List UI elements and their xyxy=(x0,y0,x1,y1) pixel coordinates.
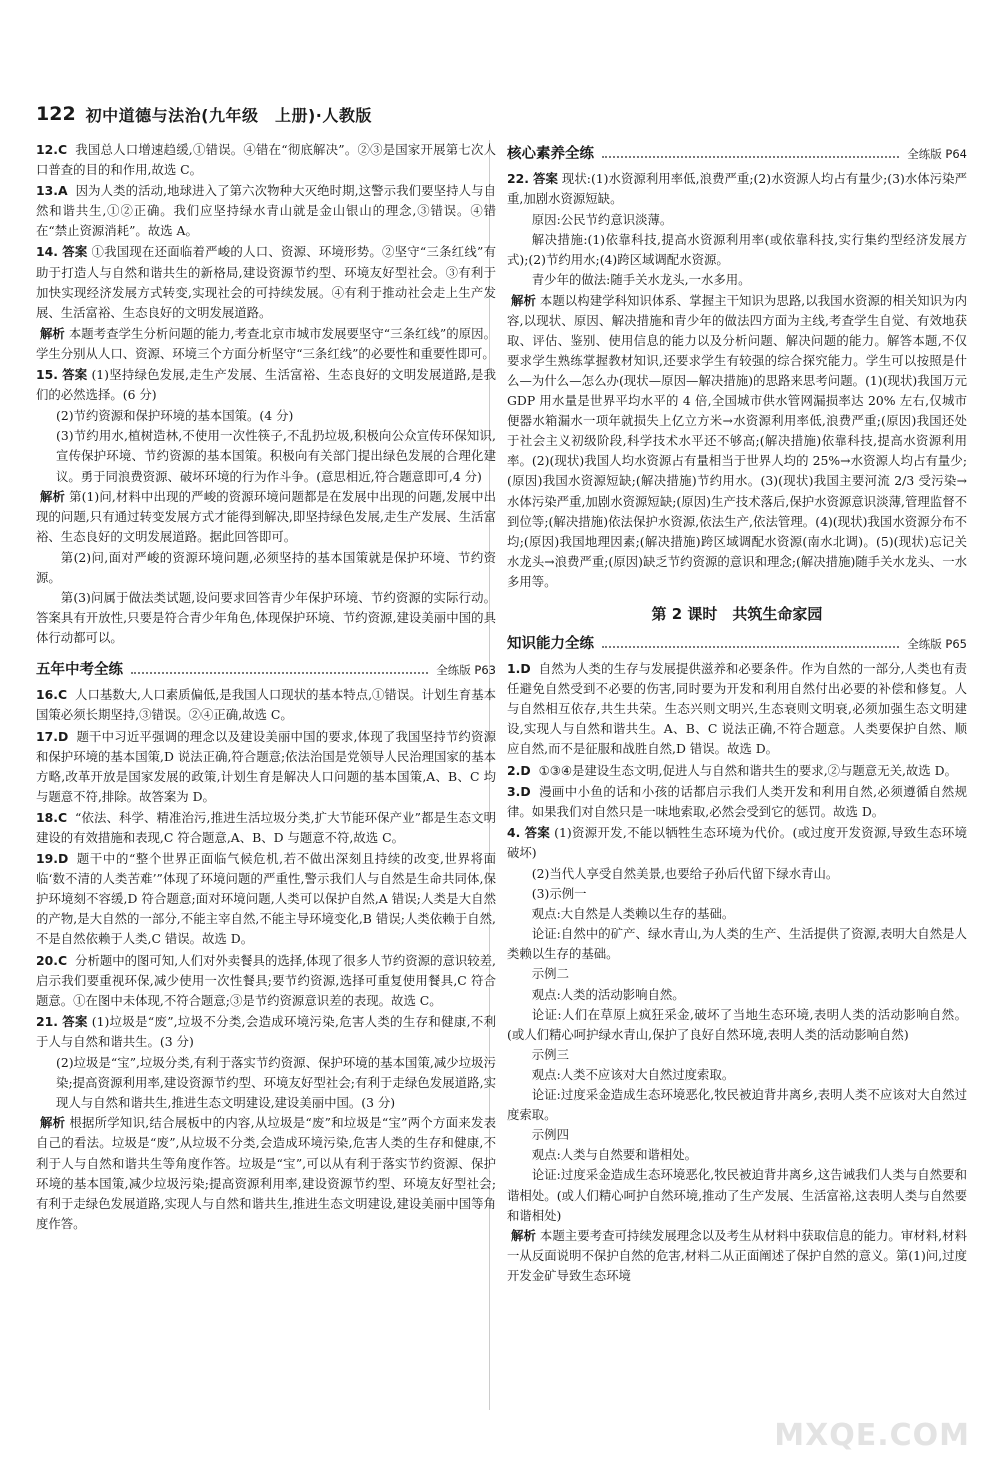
answer-entry xyxy=(507,782,967,822)
analysis-label: 解析 xyxy=(40,488,66,504)
answer-text: 我国总人口增速趋缓,①错误。④错在“彻底解决”。②③是国家开展第七次人口普查的目的和作用,故选 C。 xyxy=(36,142,496,178)
question-number: 18.C xyxy=(36,809,68,825)
answer-text: ①我国现在还面临着严峻的人口、资源、环境形势。②坚守“三条红线”有助于打造人与自然和谐共生的新格局,建设资源节约型、环境友好型社会。③有利于加快实现经济发展方式转变,实现社会的可持续发展。④有利于推动社会走上生产发展、生活富裕、生态良好的文明发展道路。 xyxy=(36,244,497,320)
answer-4-paragraphs xyxy=(507,864,967,1226)
answer-paragraph: 论证:过度采金造成生态环境恶化,牧民被迫背井离乡,这告诫我们人类与自然要和谐相处。(或人们精心呵护自然环境,推动了生产发展、生活富裕,这表明人类与自然要和谐相处) xyxy=(507,1167,967,1223)
answer-entry xyxy=(36,324,496,364)
answer-entry xyxy=(36,808,496,848)
dotted-leader xyxy=(131,672,428,674)
answer-entry xyxy=(36,685,496,725)
answer-entry xyxy=(507,169,967,209)
analysis-paragraph: 第(2)问,面对严峻的资源环境问题,必须坚持的基本国策就是保护环境、节约资源。 xyxy=(36,549,496,585)
question-number: 19.D xyxy=(36,851,69,867)
answer-entry xyxy=(36,951,496,1011)
answer-label: 答案 xyxy=(532,171,558,186)
dotted-leader xyxy=(602,156,899,158)
answer-label: 答案 xyxy=(61,1013,88,1029)
answer-entry xyxy=(36,849,496,949)
book-title: 初中道德与法治(九年级 上册)·人教版 xyxy=(85,105,372,125)
right-column xyxy=(507,140,967,1287)
section-title: 五年中考全练 xyxy=(36,662,123,679)
answer-label: 答案 xyxy=(524,824,551,840)
answer-text: “依法、科学、精准治污,推进生活垃圾分类,扩大节能环保产业”都是生态文明建设的有效措施和表现,C 符合题意,A、B、D 与题意不符,故选 C。 xyxy=(36,809,496,845)
question-number: 13.A xyxy=(36,183,68,199)
answer-entry xyxy=(36,1012,496,1052)
answer-text: 因为人类的活动,地球进入了第六次物种大灭绝时期,这警示我们要坚持人与自然和谐共生,①②正确。我们应坚持绿水青山就是金山银山的理念,③错误。④错在“禁止资源消耗”。故选 A。 xyxy=(36,183,496,239)
answer-entry xyxy=(507,761,967,781)
question-number: 15. xyxy=(36,367,58,383)
analysis-paragraph: 第(3)问属于做法类试题,设问要求回答青少年保护环境、节约资源的实际行动。答案具有开放性,只要是符合青少年角色,体现保护环境、节约资源,建设美丽中国的具体行动都可以。 xyxy=(36,590,496,646)
analysis xyxy=(507,291,967,592)
question-number: 12.C xyxy=(36,142,68,157)
answer-entry xyxy=(36,727,496,807)
answer-paragraph: 论证:自然中的矿产、绿水青山,为人类的生产、生活提供了资源,表明大自然是人类赖以生存的基础。 xyxy=(507,926,967,962)
answer-paragraph: 示例四 xyxy=(531,1127,569,1143)
page-number: 122 xyxy=(36,103,76,125)
section-header-five-year xyxy=(36,656,496,680)
left-column xyxy=(36,140,496,1235)
answer-text: (1)资源开发,不能以牺牲生态环境为代价。(或过度开发资源,导致生态环境破坏) xyxy=(507,824,968,860)
answer-paragraph: (3)示例一 xyxy=(531,886,587,902)
answer-paragraph: 观点:人类与自然要和谐相处。 xyxy=(531,1147,698,1163)
question-number: 20.C xyxy=(36,952,68,968)
answer-paragraph: 观点:人类的活动影响自然。 xyxy=(531,986,685,1002)
analysis-label: 解析 xyxy=(511,292,536,308)
answer-label: 解析 xyxy=(40,325,65,341)
answer-paragraph: (2)当代人享受自然美景,也要给子孙后代留下绿水青山。 xyxy=(531,866,839,881)
question-number: 1.D xyxy=(507,661,531,677)
answer-entry xyxy=(36,181,496,241)
answer-text: (1)垃圾是“废”,垃圾不分类,会造成环境污染,危害人类的生存和健康,不利于人与自然和谐共生。(3 分) xyxy=(36,1013,496,1049)
answer-text: 漫画中小鱼的话和小孩的话都启示我们人类开发和利用自然,必须遵循自然规律。如果我们对自然只是一味地索取,必然会受到它的惩罚。故选 D。 xyxy=(507,783,967,819)
answer-paragraph: 原因:公民节约意识淡薄。 xyxy=(531,212,673,228)
page-header xyxy=(36,98,372,130)
answer-paragraph: 论证:过度采金造成生态环境恶化,牧民被迫背井离乡,表明人类不应该对大自然过度索取。 xyxy=(507,1087,967,1123)
section-title: 知识能力全练 xyxy=(507,635,594,652)
answer-label: 答案 xyxy=(61,367,88,383)
answer-paragraph: 解决措施:(1)依靠科技,提高水资源利用率(或依靠科技,实行集约型经济发展方式);(2)节约用水;(4)跨区域调配水资源。 xyxy=(507,232,967,268)
answer-label: 答案 xyxy=(61,244,88,260)
answer-paragraph: 示例三 xyxy=(531,1046,569,1062)
answer-text: 人口基数大,人口素质偏低,是我国人口现状的基本特点,①错误。计划生育基本国策必须长期坚持,③错误。②④正确,故选 C。 xyxy=(36,687,496,723)
question-number: 3.D xyxy=(507,783,531,799)
answer-text: (1)坚持绿色发展,走生产发展、生活富裕、生态良好的文明发展道路,是我们的必然选择。(6 分) xyxy=(36,367,496,403)
answer-text: 自然为人类的生存与发展提供滋养和必要条件。作为自然的一部分,人类也有责任避免自然受到不必要的伤害,同时要为开发和利用自然付出必要的补偿和修复。人与自然相互依存,共生共荣。生态兴则文明兴,生态衰则文明衰,必须加强生态文明建设,实现人与自然和谐共生。A、B、C 说法正确,不符合题意。人类要保护自然、顺应自然,而不是征服和战胜自然,D 错误。故选 D。 xyxy=(507,661,967,757)
answer-entry xyxy=(507,659,967,759)
answer-text: ①③④是建设生态文明,促进人与自然和谐共生的要求,②与题意无关,故选 D。 xyxy=(538,762,957,778)
answer-paragraph: 示例二 xyxy=(531,966,569,982)
question-number: 14. xyxy=(36,244,58,260)
section-page-ref: 全练版 P63 xyxy=(436,663,496,678)
lesson-title: 第 2 课时 共筑生命家园 xyxy=(651,604,823,623)
section-page-ref: 全练版 P64 xyxy=(907,146,967,161)
answer-entry xyxy=(36,242,496,322)
answer-text: 本题考查学生分析问题的能力,考查北京市城市发展要坚守“三条红线”的原因。学生分别从人口、资源、环境三个方面分析坚守“三条红线”的必要性和重要性即可。 xyxy=(36,325,496,361)
answer-paragraph: 论证:人们在草原上疯狂采金,破坏了当地生态环境,表明人类的活动影响自然。(或人们精心呵护绿水青山,保护了良好自然环境,表明人类的活动影响自然) xyxy=(507,1006,967,1042)
answer-entry xyxy=(36,140,496,180)
answers-block-16-21 xyxy=(36,685,496,1052)
question-number: 16.C xyxy=(36,687,68,703)
section-page-ref: 全练版 P65 xyxy=(907,636,967,651)
section-header-core xyxy=(507,140,967,164)
answer-text: 题干中习近平强调的理念以及建设美丽中国的要求,体现了我国坚持节约资源和保护环境的基本国策,D 说法正确,符合题意;依法治国是党领导人民治理国家的基本方略,改革开放是国家发展的政策,计划生育是解决人口问题的基本国策,A、B、C 均与题意不符,排除。故答案为 D。 xyxy=(36,728,496,804)
dotted-leader xyxy=(602,646,899,648)
answer-text: 分析题中的图可知,人们对外卖餐具的选择,体现了很多人节约资源的意识较差,启示我们要重视环保,减少使用一次性餐具;要节约资源,选择可重复使用餐具,C 符合题意。①在图中未体现,不符合题意;③是节约资源意识差的表现。故选 C。 xyxy=(36,952,496,1008)
analysis-text: 根据所学知识,结合展板中的内容,从垃圾是“废”和垃圾是“宝”两个方面来发表自己的看法。垃圾是“废”,从垃圾不分类,会造成环境污染,危害人类的生存和健康,不利于人与自然和谐共生等角度作答。垃圾是“宝”,可以从有利于落实节约资源、保护环境的基本国策,减少垃圾污染;提高资源利用率,建设资源节约型、环境友好型社会;有利于走绿色发展道路,实现人与自然和谐共生,推进生态文明建设,建设美丽中国等角度作答。 xyxy=(36,1115,497,1231)
answer-paragraph: 观点:人类不应该对大自然过度索取。 xyxy=(531,1066,735,1082)
question-number: 21. xyxy=(36,1013,58,1029)
question-number: 17.D xyxy=(36,728,69,744)
analysis-label: 解析 xyxy=(511,1227,536,1243)
question-number: 4. xyxy=(507,824,521,840)
answer-line: (3)节约用水,植树造林,不使用一次性筷子,不乱扔垃圾,积极向公众宣传环保知识,宣传保护环境、节约资源的基本国策。积极向有关部门提出绿色发展的合理化建议。勇于同浪费资源、破坏环境的行为作斗争。(意思相近,符合题意即可,4 分) xyxy=(56,428,496,484)
answer-line: (2)节约资源和保护环境的基本国策。(4 分) xyxy=(56,408,294,424)
analysis-text: 本题以构建学科知识体系、掌握主干知识为思路,以我国水资源的相关知识为内容,以现状、原因、解决措施和青少年的做法四方面为主线,考查学生自觉、有效地获取、评估、鉴别、使用信息的能力以及分析问题、解决问题的能力。解答本题,不仅要求学生熟练掌握教材知识,还要求学生有较强的综合探究能力。学生可以按照是什么—为什么—怎么办(现状—原因—解决措施)的思路来思考问题。(1)(现状)我国万元 GDP 用水量是世界平均水平的 4 倍,全国城市供水管网漏损率达 20% 左右,仅城市便器水箱漏水一项年就损失上亿立方米→水资源利用率低,浪费严重;(原因)我国还处于社会主义初级阶段,科学技术水平还不够高;(解决措施)依靠科技,提高水资源利用率。(2)(现状)我国人均水资源占有量相当于世界人均的 25%→水资源人均占有量少;(原因)我国水资源短缺;(解决措施)节约用水。(3)(现状)我国主要河流 2/3 受污染→水体污染严重,加剧水资源短缺;(原因)生产技术落后,保护水资源意识淡薄,管理监督不到位等;(解决措施)依法保护水资源,依法生产,依法管理。(4)(现状)我国水资源分布不均;(原因)我国地理因素;(解决措施)跨区域调配水资源(南水北调)。(5)(现状)忘记关水龙头→浪费严重;(原因)缺乏节约资源的意识和理念;(解决措施)随手关水龙头、一水多用等。 xyxy=(507,292,967,589)
section-title: 核心素养全练 xyxy=(507,145,594,162)
analysis xyxy=(36,1113,496,1234)
answer-line: (2)垃圾是“宝”,垃圾分类,有利于落实节约资源、保护环境的基本国策,减少垃圾污染;提高资源利用率,建设资源节约型、环境友好型社会;有利于走绿色发展道路,实现人与自然和谐共生,推进生态文明建设,建设美丽中国。(3 分) xyxy=(56,1055,496,1111)
answer-entry xyxy=(36,365,496,405)
question-number: 2.D xyxy=(507,762,531,778)
analysis-label: 解析 xyxy=(40,1115,66,1131)
answers-block-1-4 xyxy=(507,659,967,863)
answer-text: 现状:(1)水资源利用率低,浪费严重;(2)水资源人均占有量少;(3)水体污染严重,加剧水资源短缺。 xyxy=(507,171,968,207)
answer-paragraph: 观点:大自然是人类赖以生存的基础。 xyxy=(531,906,735,922)
answers-block-12-15 xyxy=(36,140,496,405)
answer-text: 题干中的“整个世界正面临气候危机,若不做出深刻且持续的改变,世界将面临‘数不清的人类苦难’”体现了环境问题的严重性,警示我们人与自然是生命共同体,保护环境刻不容缓,D 符合题意;面对环境问题,人类可以保护自然,A 错误;人类是大自然的产物,是大自然的一部分,不能主宰自然,不能主导环境变化,B 错误;人类依赖于自然,不是自然依赖于人类,C 错误。故选 D。 xyxy=(36,851,496,947)
analysis xyxy=(36,487,496,547)
section-header-knowledge xyxy=(507,630,967,654)
analysis-text: 第(1)问,材料中出现的严峻的资源环境问题都是在发展中出现的问题,发展中出现的问题,只有通过转变发展方式才能得到解决,即坚持绿色发展,走生产发展、生活富裕、生态良好的文明发展道路。据此回答即可。 xyxy=(36,488,496,544)
analysis xyxy=(507,1226,967,1286)
answer-entry xyxy=(507,823,967,863)
analysis-text: 本题主要考查可持续发展理念以及考生从材料中获取信息的能力。审材料,材料一从反面说明不保护自然的危害,材料二从正面阐述了保护自然的意义。第(1)问,过度开发金矿导致生态环境 xyxy=(507,1227,967,1283)
answer-paragraph: 青少年的做法:随手关水龙头,一水多用。 xyxy=(531,272,751,288)
question-number: 22. xyxy=(507,171,529,186)
watermark: MXQE.COM xyxy=(774,1418,970,1453)
